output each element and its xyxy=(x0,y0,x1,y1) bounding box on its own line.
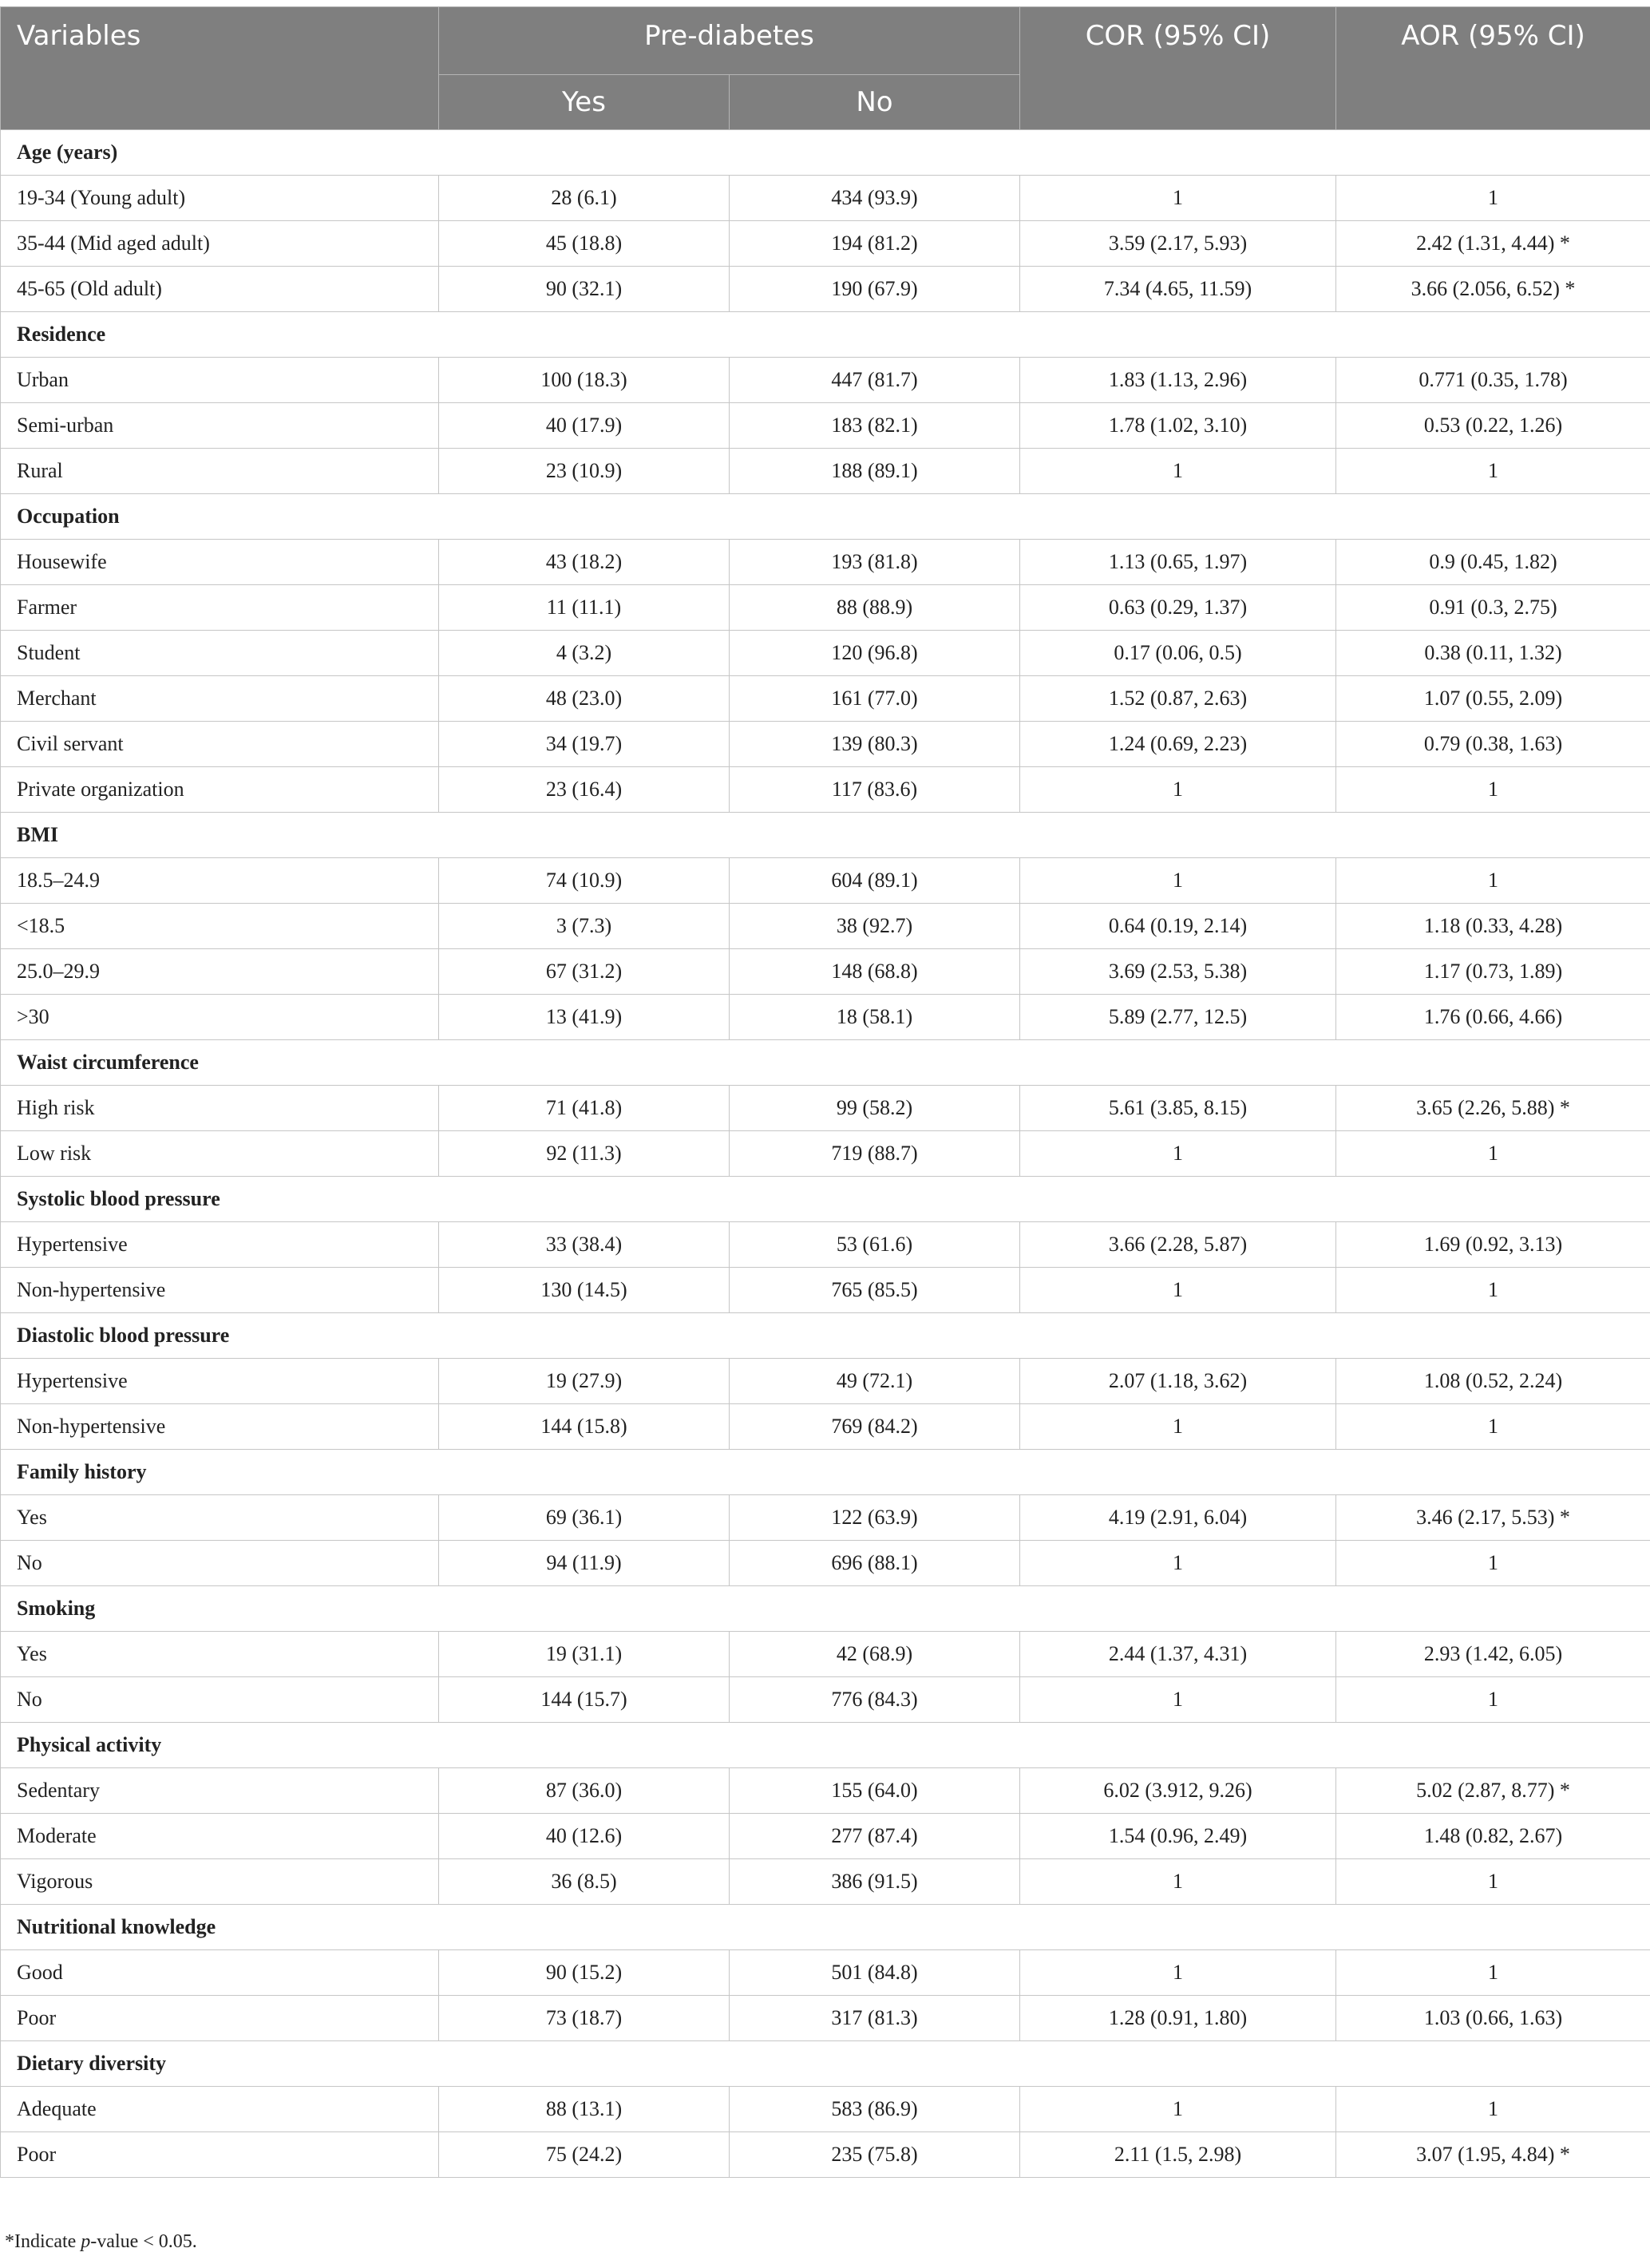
cell-yes: 19 (31.1) xyxy=(439,1632,730,1677)
table-row xyxy=(1,1131,1650,1177)
cell-no: 696 (88.1) xyxy=(730,1541,1020,1586)
row-label: Vigorous xyxy=(1,1859,439,1905)
cell-cor: 1.54 (0.96, 2.49) xyxy=(1020,1814,1336,1859)
cell-yes: 75 (24.2) xyxy=(439,2132,730,2178)
cell-no: 277 (87.4) xyxy=(730,1814,1020,1859)
cell-cor: 7.34 (4.65, 11.59) xyxy=(1020,267,1336,312)
row-label: No xyxy=(1,1677,439,1723)
row-label: Adequate xyxy=(1,2087,439,2132)
row-label: Good xyxy=(1,1950,439,1996)
row-label: Poor xyxy=(1,1996,439,2041)
row-label: Farmer xyxy=(1,585,439,631)
row-label: 25.0–29.9 xyxy=(1,949,439,995)
cell-no: 161 (77.0) xyxy=(730,676,1020,722)
cell-cor: 3.66 (2.28, 5.87) xyxy=(1020,1222,1336,1268)
cell-no: 583 (86.9) xyxy=(730,2087,1020,2132)
table-row xyxy=(1,904,1650,949)
table-row xyxy=(1,1359,1650,1404)
cell-yes: 100 (18.3) xyxy=(439,358,730,403)
cell-cor: 1 xyxy=(1020,2087,1336,2132)
section-title: Age (years) xyxy=(1,130,1650,176)
row-label: Hypertensive xyxy=(1,1222,439,1268)
table-row xyxy=(1,1541,1650,1586)
cell-cor: 1.83 (1.13, 2.96) xyxy=(1020,358,1336,403)
cell-no: 765 (85.5) xyxy=(730,1268,1020,1313)
cell-cor: 0.64 (0.19, 2.14) xyxy=(1020,904,1336,949)
cell-no: 317 (81.3) xyxy=(730,1996,1020,2041)
cell-yes: 87 (36.0) xyxy=(439,1768,730,1814)
odds-ratio-table xyxy=(0,6,1650,2178)
cell-cor: 6.02 (3.912, 9.26) xyxy=(1020,1768,1336,1814)
section-title: Occupation xyxy=(1,494,1650,540)
cell-no: 88 (88.9) xyxy=(730,585,1020,631)
table-row xyxy=(1,176,1650,221)
cell-cor: 2.44 (1.37, 4.31) xyxy=(1020,1632,1336,1677)
cell-yes: 144 (15.8) xyxy=(439,1404,730,1450)
table-row xyxy=(1,858,1650,904)
cell-no: 235 (75.8) xyxy=(730,2132,1020,2178)
section-title: Waist circumference xyxy=(1,1040,1650,1086)
row-label: Low risk xyxy=(1,1131,439,1177)
row-label: Yes xyxy=(1,1495,439,1541)
cell-aor: 1.76 (0.66, 4.66) xyxy=(1336,995,1650,1040)
table-row xyxy=(1,540,1650,585)
section-row xyxy=(1,1313,1650,1359)
table-footnote xyxy=(5,2231,197,2253)
cell-aor: 1.48 (0.82, 2.67) xyxy=(1336,1814,1650,1859)
row-label: Urban xyxy=(1,358,439,403)
cell-cor: 1 xyxy=(1020,1541,1336,1586)
table-row xyxy=(1,1859,1650,1905)
row-label: <18.5 xyxy=(1,904,439,949)
cell-aor: 0.53 (0.22, 1.26) xyxy=(1336,403,1650,449)
table-row xyxy=(1,676,1650,722)
cell-aor: 1.03 (0.66, 1.63) xyxy=(1336,1996,1650,2041)
row-label: Semi-urban xyxy=(1,403,439,449)
section-row xyxy=(1,130,1650,176)
cell-yes: 94 (11.9) xyxy=(439,1541,730,1586)
cell-yes: 69 (36.1) xyxy=(439,1495,730,1541)
cell-no: 139 (80.3) xyxy=(730,722,1020,767)
header-variables: Variables xyxy=(1,7,439,130)
cell-cor: 0.63 (0.29, 1.37) xyxy=(1020,585,1336,631)
table-row xyxy=(1,1632,1650,1677)
cell-yes: 28 (6.1) xyxy=(439,176,730,221)
cell-no: 42 (68.9) xyxy=(730,1632,1020,1677)
cell-aor: 1 xyxy=(1336,1541,1650,1586)
header-aor: AOR (95% CI) xyxy=(1336,7,1650,130)
header-yes: Yes xyxy=(439,75,730,130)
cell-no: 183 (82.1) xyxy=(730,403,1020,449)
cell-aor: 1 xyxy=(1336,1268,1650,1313)
cell-yes: 45 (18.8) xyxy=(439,221,730,267)
row-label: Non-hypertensive xyxy=(1,1268,439,1313)
cell-cor: 0.17 (0.06, 0.5) xyxy=(1020,631,1336,676)
cell-yes: 67 (31.2) xyxy=(439,949,730,995)
cell-cor: 1.52 (0.87, 2.63) xyxy=(1020,676,1336,722)
cell-no: 434 (93.9) xyxy=(730,176,1020,221)
cell-yes: 90 (15.2) xyxy=(439,1950,730,1996)
cell-cor: 1 xyxy=(1020,1131,1336,1177)
cell-yes: 74 (10.9) xyxy=(439,858,730,904)
cell-cor: 1 xyxy=(1020,1404,1336,1450)
section-title: BMI xyxy=(1,813,1650,858)
cell-aor: 2.93 (1.42, 6.05) xyxy=(1336,1632,1650,1677)
row-label: 35-44 (Mid aged adult) xyxy=(1,221,439,267)
table-row xyxy=(1,631,1650,676)
cell-yes: 40 (17.9) xyxy=(439,403,730,449)
table-row xyxy=(1,221,1650,267)
table-row xyxy=(1,358,1650,403)
row-label: >30 xyxy=(1,995,439,1040)
cell-aor: 3.65 (2.26, 5.88) * xyxy=(1336,1086,1650,1131)
cell-aor: 1 xyxy=(1336,1677,1650,1723)
cell-yes: 88 (13.1) xyxy=(439,2087,730,2132)
row-label: Civil servant xyxy=(1,722,439,767)
row-label: 45-65 (Old adult) xyxy=(1,267,439,312)
row-label: 19-34 (Young adult) xyxy=(1,176,439,221)
cell-aor: 2.42 (1.31, 4.44) * xyxy=(1336,221,1650,267)
cell-cor: 5.61 (3.85, 8.15) xyxy=(1020,1086,1336,1131)
section-title: Smoking xyxy=(1,1586,1650,1632)
table-row xyxy=(1,1495,1650,1541)
cell-aor: 1 xyxy=(1336,1859,1650,1905)
cell-aor: 0.38 (0.11, 1.32) xyxy=(1336,631,1650,676)
cell-no: 190 (67.9) xyxy=(730,267,1020,312)
cell-cor: 1 xyxy=(1020,449,1336,494)
cell-no: 117 (83.6) xyxy=(730,767,1020,813)
cell-cor: 2.11 (1.5, 2.98) xyxy=(1020,2132,1336,2178)
section-row xyxy=(1,494,1650,540)
cell-cor: 1 xyxy=(1020,176,1336,221)
table-row xyxy=(1,995,1650,1040)
cell-aor: 3.46 (2.17, 5.53) * xyxy=(1336,1495,1650,1541)
cell-yes: 90 (32.1) xyxy=(439,267,730,312)
cell-no: 194 (81.2) xyxy=(730,221,1020,267)
cell-aor: 1.69 (0.92, 3.13) xyxy=(1336,1222,1650,1268)
cell-yes: 13 (41.9) xyxy=(439,995,730,1040)
row-label: 18.5–24.9 xyxy=(1,858,439,904)
row-label: Poor xyxy=(1,2132,439,2178)
cell-no: 155 (64.0) xyxy=(730,1768,1020,1814)
cell-no: 386 (91.5) xyxy=(730,1859,1020,1905)
cell-aor: 1.07 (0.55, 2.09) xyxy=(1336,676,1650,722)
cell-aor: 1.18 (0.33, 4.28) xyxy=(1336,904,1650,949)
section-row xyxy=(1,2041,1650,2087)
table-row xyxy=(1,1404,1650,1450)
footnote-prefix: *Indicate xyxy=(5,2231,81,2252)
cell-yes: 40 (12.6) xyxy=(439,1814,730,1859)
cell-aor: 0.91 (0.3, 2.75) xyxy=(1336,585,1650,631)
cell-aor: 1 xyxy=(1336,449,1650,494)
cell-no: 49 (72.1) xyxy=(730,1359,1020,1404)
section-row xyxy=(1,813,1650,858)
cell-no: 188 (89.1) xyxy=(730,449,1020,494)
section-title: Family history xyxy=(1,1450,1650,1495)
cell-cor: 1.78 (1.02, 3.10) xyxy=(1020,403,1336,449)
cell-no: 719 (88.7) xyxy=(730,1131,1020,1177)
cell-yes: 23 (16.4) xyxy=(439,767,730,813)
row-label: Private organization xyxy=(1,767,439,813)
section-row xyxy=(1,1450,1650,1495)
table-body xyxy=(1,130,1650,2178)
cell-no: 501 (84.8) xyxy=(730,1950,1020,1996)
table-row xyxy=(1,449,1650,494)
cell-aor: 3.07 (1.95, 4.84) * xyxy=(1336,2132,1650,2178)
table-row xyxy=(1,585,1650,631)
row-label: Rural xyxy=(1,449,439,494)
table-row xyxy=(1,1996,1650,2041)
table-row xyxy=(1,1677,1650,1723)
cell-aor: 1 xyxy=(1336,1131,1650,1177)
table-row xyxy=(1,1222,1650,1268)
cell-cor: 1.28 (0.91, 1.80) xyxy=(1020,1996,1336,2041)
header-prediabetes: Pre-diabetes xyxy=(439,7,1020,75)
cell-yes: 33 (38.4) xyxy=(439,1222,730,1268)
cell-aor: 5.02 (2.87, 8.77) * xyxy=(1336,1768,1650,1814)
cell-aor: 1.08 (0.52, 2.24) xyxy=(1336,1359,1650,1404)
table-row xyxy=(1,267,1650,312)
section-row xyxy=(1,1040,1650,1086)
table-row xyxy=(1,1086,1650,1131)
table-row xyxy=(1,722,1650,767)
cell-no: 38 (92.7) xyxy=(730,904,1020,949)
cell-aor: 1 xyxy=(1336,858,1650,904)
cell-aor: 1 xyxy=(1336,1404,1650,1450)
cell-cor: 3.69 (2.53, 5.38) xyxy=(1020,949,1336,995)
cell-yes: 11 (11.1) xyxy=(439,585,730,631)
cell-no: 122 (63.9) xyxy=(730,1495,1020,1541)
cell-no: 53 (61.6) xyxy=(730,1222,1020,1268)
section-row xyxy=(1,312,1650,358)
cell-no: 447 (81.7) xyxy=(730,358,1020,403)
row-label: Sedentary xyxy=(1,1768,439,1814)
cell-cor: 1 xyxy=(1020,1268,1336,1313)
section-title: Dietary diversity xyxy=(1,2041,1650,2087)
cell-aor: 0.9 (0.45, 1.82) xyxy=(1336,540,1650,585)
row-label: High risk xyxy=(1,1086,439,1131)
cell-yes: 92 (11.3) xyxy=(439,1131,730,1177)
cell-aor: 1.17 (0.73, 1.89) xyxy=(1336,949,1650,995)
table-row xyxy=(1,2087,1650,2132)
section-title: Physical activity xyxy=(1,1723,1650,1768)
cell-no: 604 (89.1) xyxy=(730,858,1020,904)
section-row xyxy=(1,1177,1650,1222)
table-row xyxy=(1,2132,1650,2178)
cell-cor: 1 xyxy=(1020,858,1336,904)
row-label: Moderate xyxy=(1,1814,439,1859)
cell-no: 148 (68.8) xyxy=(730,949,1020,995)
table-row xyxy=(1,403,1650,449)
cell-aor: 0.771 (0.35, 1.78) xyxy=(1336,358,1650,403)
table-row xyxy=(1,1950,1650,1996)
cell-cor: 1 xyxy=(1020,767,1336,813)
cell-cor: 1.13 (0.65, 1.97) xyxy=(1020,540,1336,585)
cell-cor: 3.59 (2.17, 5.93) xyxy=(1020,221,1336,267)
section-title: Systolic blood pressure xyxy=(1,1177,1650,1222)
cell-aor: 1 xyxy=(1336,176,1650,221)
cell-yes: 19 (27.9) xyxy=(439,1359,730,1404)
table-row xyxy=(1,1768,1650,1814)
cell-yes: 48 (23.0) xyxy=(439,676,730,722)
header-cor: COR (95% CI) xyxy=(1020,7,1336,130)
cell-cor: 1 xyxy=(1020,1859,1336,1905)
cell-aor: 1 xyxy=(1336,2087,1650,2132)
cell-cor: 2.07 (1.18, 3.62) xyxy=(1020,1359,1336,1404)
cell-aor: 1 xyxy=(1336,1950,1650,1996)
cell-no: 99 (58.2) xyxy=(730,1086,1020,1131)
row-label: Housewife xyxy=(1,540,439,585)
cell-no: 120 (96.8) xyxy=(730,631,1020,676)
cell-cor: 1 xyxy=(1020,1950,1336,1996)
cell-cor: 4.19 (2.91, 6.04) xyxy=(1020,1495,1336,1541)
cell-yes: 73 (18.7) xyxy=(439,1996,730,2041)
table-row xyxy=(1,767,1650,813)
footnote-suffix: -value < 0.05. xyxy=(90,2231,197,2252)
section-row xyxy=(1,1905,1650,1950)
row-label: Non-hypertensive xyxy=(1,1404,439,1450)
cell-yes: 36 (8.5) xyxy=(439,1859,730,1905)
cell-yes: 3 (7.3) xyxy=(439,904,730,949)
cell-yes: 34 (19.7) xyxy=(439,722,730,767)
cell-cor: 1 xyxy=(1020,1677,1336,1723)
cell-cor: 5.89 (2.77, 12.5) xyxy=(1020,995,1336,1040)
cell-yes: 23 (10.9) xyxy=(439,449,730,494)
cell-yes: 144 (15.7) xyxy=(439,1677,730,1723)
section-row xyxy=(1,1586,1650,1632)
cell-no: 776 (84.3) xyxy=(730,1677,1020,1723)
cell-no: 18 (58.1) xyxy=(730,995,1020,1040)
cell-yes: 71 (41.8) xyxy=(439,1086,730,1131)
cell-yes: 4 (3.2) xyxy=(439,631,730,676)
cell-no: 193 (81.8) xyxy=(730,540,1020,585)
cell-aor: 0.79 (0.38, 1.63) xyxy=(1336,722,1650,767)
row-label: No xyxy=(1,1541,439,1586)
row-label: Yes xyxy=(1,1632,439,1677)
table-row xyxy=(1,1814,1650,1859)
cell-yes: 43 (18.2) xyxy=(439,540,730,585)
table-row xyxy=(1,1268,1650,1313)
table-row xyxy=(1,949,1650,995)
section-row xyxy=(1,1723,1650,1768)
header-no: No xyxy=(730,75,1020,130)
section-title: Diastolic blood pressure xyxy=(1,1313,1650,1359)
cell-cor: 1.24 (0.69, 2.23) xyxy=(1020,722,1336,767)
row-label: Merchant xyxy=(1,676,439,722)
row-label: Student xyxy=(1,631,439,676)
table-header xyxy=(1,7,1650,130)
footnote-p: p xyxy=(81,2231,91,2252)
cell-aor: 3.66 (2.056, 6.52) * xyxy=(1336,267,1650,312)
row-label: Hypertensive xyxy=(1,1359,439,1404)
cell-aor: 1 xyxy=(1336,767,1650,813)
cell-no: 769 (84.2) xyxy=(730,1404,1020,1450)
section-title: Residence xyxy=(1,312,1650,358)
cell-yes: 130 (14.5) xyxy=(439,1268,730,1313)
section-title: Nutritional knowledge xyxy=(1,1905,1650,1950)
